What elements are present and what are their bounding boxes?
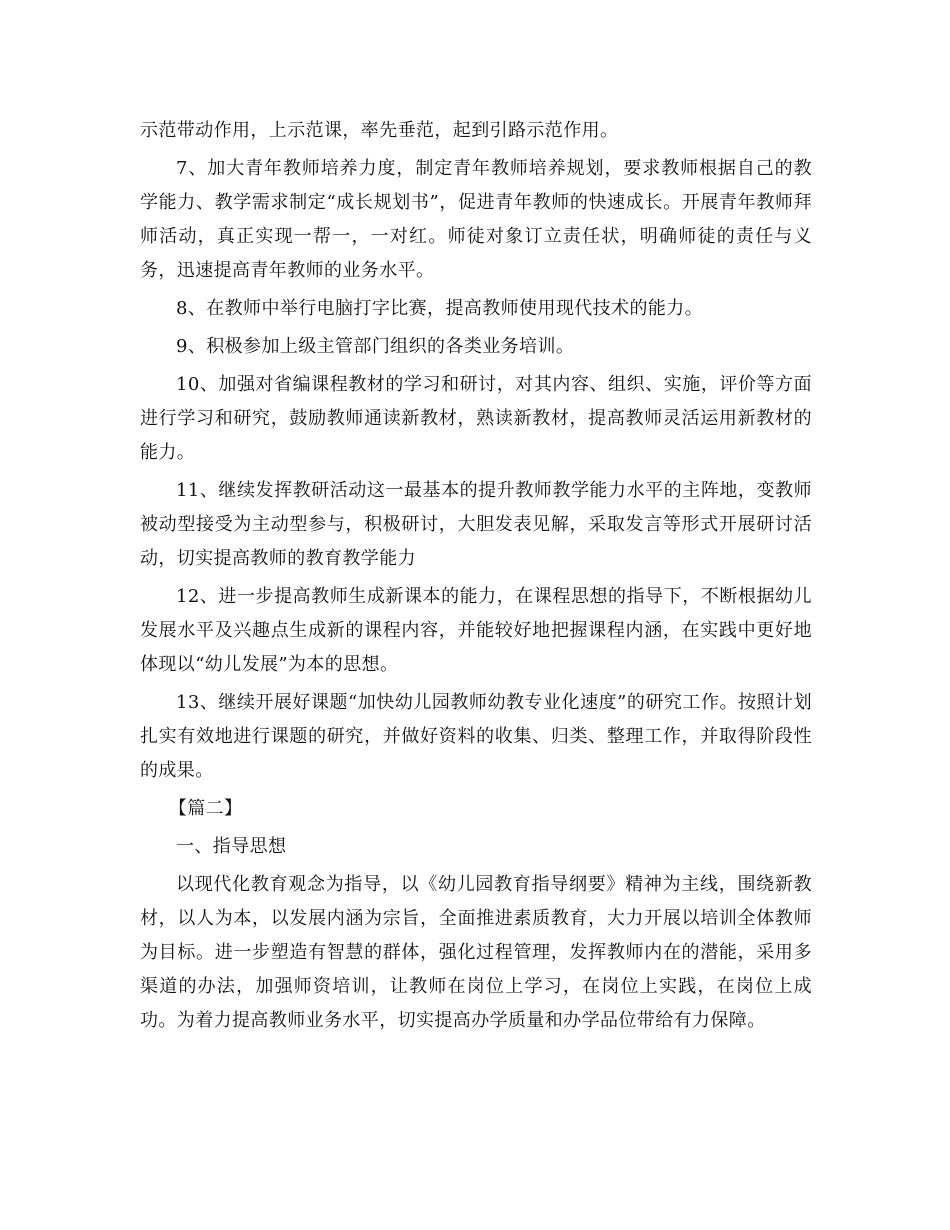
paragraph-item-13: 13、继续开展好课题“加快幼儿园教师幼教专业化速度”的研究工作。按照计划扎实有效地进行课题的研究，并做好资料的收集、归类、整理工作，并取得阶段性的成果。 xyxy=(140,692,812,781)
paragraph-item-8: 8、在教师中举行电脑打字比赛，提高教师使用现代技术的能力。 xyxy=(176,298,704,319)
paragraph-continuation: 示范带动作用，上示范课，率先垂范，起到引路示范作用。 xyxy=(140,120,619,141)
paragraph-item-12: 12、进一步提高教师生成新课本的能力，在课程思想的指导下，不断根据幼儿发展水平及兴趣点生成新的课程内容，并能较好地把握课程内涵，在实践中更好地体现以“幼儿发展”为本的思想。 xyxy=(140,586,812,675)
paragraph-item-9: 9、积极参加上级主管部门组织的各类业务培训。 xyxy=(176,336,575,357)
paragraph-item-10: 10、加强对省编课程教材的学习和研讨，对其内容、组织、实施，评价等方面进行学习和研究，鼓励教师通读新教材，熟读新教材，提高教师灵活运用新教材的能力。 xyxy=(140,374,812,463)
body-paragraph: 以现代化教育观念为指导，以《幼儿园教育指导纲要》精神为主线，围绕新教材，以人为本，以发展内涵为宗旨，全面推进素质教育，大力开展以培训全体教师为目标。进一步塑造有智慧的群体，强化过程管理，发挥教师内在的潜能，采用多渠道的办法，加强师资培训，让教师在岗位上学习，在岗位上实践，在岗位上成功。为着力提高教师业务水平，切实提高办学质量和办学品位带给有力保障。 xyxy=(140,874,812,1031)
paragraph-item-7: 7、加大青年教师培养力度，制定青年教师培养规划，要求教师根据自己的教学能力、教学需求制定“成长规划书”，促进青年教师的快速成长。开展青年教师拜师活动，真正实现一帮一，一对红。师徒对象订立责任状，明确师徒的责任与义务，迅速提高青年教师的业务水平。 xyxy=(140,158,812,281)
section-marker: 【篇二】 xyxy=(168,798,243,819)
paragraph-item-11: 11、继续发挥教研活动这一最基本的提升教师教学能力水平的主阵地，变教师被动型接受为主动型参与，积极研讨，大胆发表见解，采取发言等形式开展研讨活动，切实提高教师的教育教学能力 xyxy=(140,480,812,569)
section-heading: 一、指导思想 xyxy=(176,836,287,857)
document-content xyxy=(140,114,812,1042)
